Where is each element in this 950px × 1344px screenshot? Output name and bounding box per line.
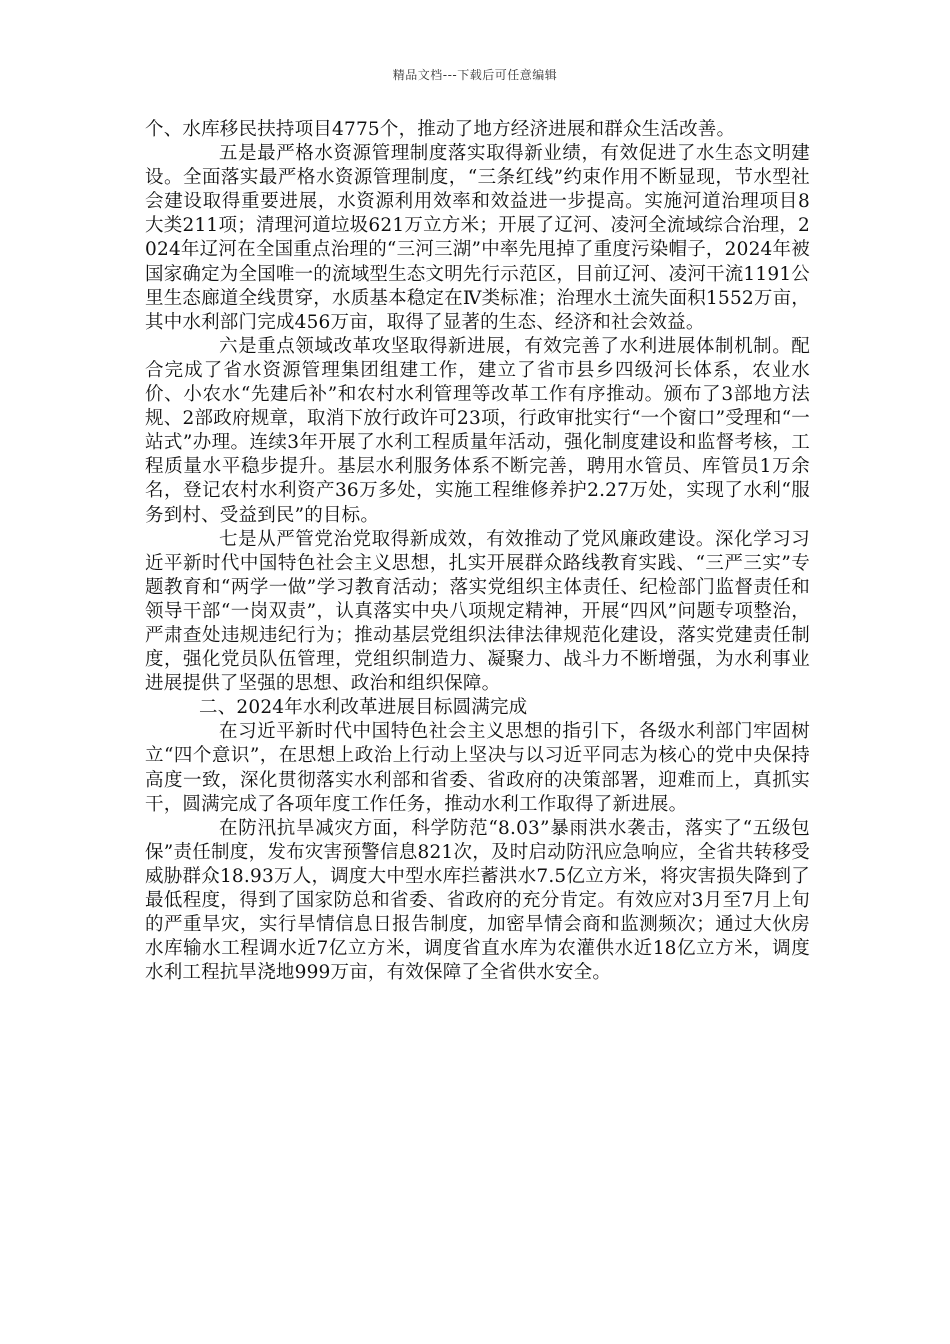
paragraph-flood-control: 在防汛抗旱减灾方面，科学防范“8.03”暴雨洪水袭击，落实了“五级包保”责任制度，发布灾害预警信息821次，及时启动防汛应急响应，全省共转移受威胁群众18.93万人，调度大中型水库拦蓄洪水7.5亿立方米，将灾害损失降到了最低程度，得到了国家防总和省委、省政府的充分肯定。有效应对3月至7月上旬的严重旱灾，实行旱情信息日报告制度，加密旱情会商和监测频次；通过大伙房水库输水工程调水近7亿立方米，调度省直水库为农灌供水近18亿立方米，调度水利工程抗旱浇地999万亩，有效保障了全省供水安全。 (145, 817, 810, 984)
section-heading: 二、2024年水利改革进展目标圆满完成 (199, 697, 528, 719)
paragraph-party-building: 七是从严管党治党取得新成效，有效推动了党风廉政建设。深化学习习近平新时代中国特色社会主义思想，扎实开展群众路线教育实践、“三严三实”专题教育和“两学一做”学习教育活动；落实党组织主体责任、纪检部门监督责任和领导干部“一岗双责”，认真落实中央八项规定精神，开展“四风”问题专项整治，严肃查处违规违纪行为；推动基层党组织法律法律规范化建设，落实党建责任制度，强化党员队伍管理，党组织制造力、凝聚力、战斗力不断增强，为水利事业进展提供了坚强的思想、政治和组织保障。 (145, 528, 810, 695)
document-body (145, 118, 810, 985)
paragraph-reform: 六是重点领域改革攻坚取得新进展，有效完善了水利进展体制机制。配合完成了省水资源管理集团组建工作，建立了省市县乡四级河长体系，农业水价、小农水“先建后补”和农村水利管理等改革工作有序推动。颁布了3部地方法规、2部政府规章，取消下放行政许可23项，行政审批实行“一个窗口”受理和“一站式”办理。连续3年开展了水利工程质量年活动，强化制度建设和监督考核，工程质量水平稳步提升。基层水利服务体系不断完善，聘用水管员、库管员1万余名，登记农村水利资产36万多处，实施工程维修养护2.27万处，实现了水利“服务到村、受益到民”的目标。 (145, 335, 810, 526)
paragraph-water-resources: 五是最严格水资源管理制度落实取得新业绩，有效促进了水生态文明建设。全面落实最严格水资源管理制度，“三条红线”约束作用不断显现，节水型社会建设取得重要进展，水资源利用效率和效益进一步提高。实施河道治理项目8大类211项；清理河道垃圾621万立方米；开展了辽河、凌河全流域综合治理，2024年辽河在全国重点治理的“三河三湖”中率先甩掉了重度污染帽子，2024年被国家确定为全国唯一的流域型生态文明先行示范区，目前辽河、凌河干流1191公里生态廊道全线贯穿，水质基本稳定在Ⅳ类标准；治理水土流失面积1552万亩，其中水利部门完成456万亩，取得了显著的生态、经济和社会效益。 (145, 143, 810, 333)
page-header: 精品文档---下载后可任意编辑 (392, 68, 558, 82)
paragraph-guidance: 在习近平新时代中国特色社会主义思想的指引下，各级水利部门牢固树立“四个意识”，在思想上政治上行动上坚决与以习近平同志为核心的党中央保持高度一致，深化贯彻落实水利部和省委、省政府的决策部署，迎难而上，真抓实干，圆满完成了各项年度工作任务，推动水利工作取得了新进展。 (145, 721, 810, 815)
paragraph-continuation: 个、水库移民扶持项目4775个，推动了地方经济进展和群众生活改善。 (145, 119, 736, 140)
